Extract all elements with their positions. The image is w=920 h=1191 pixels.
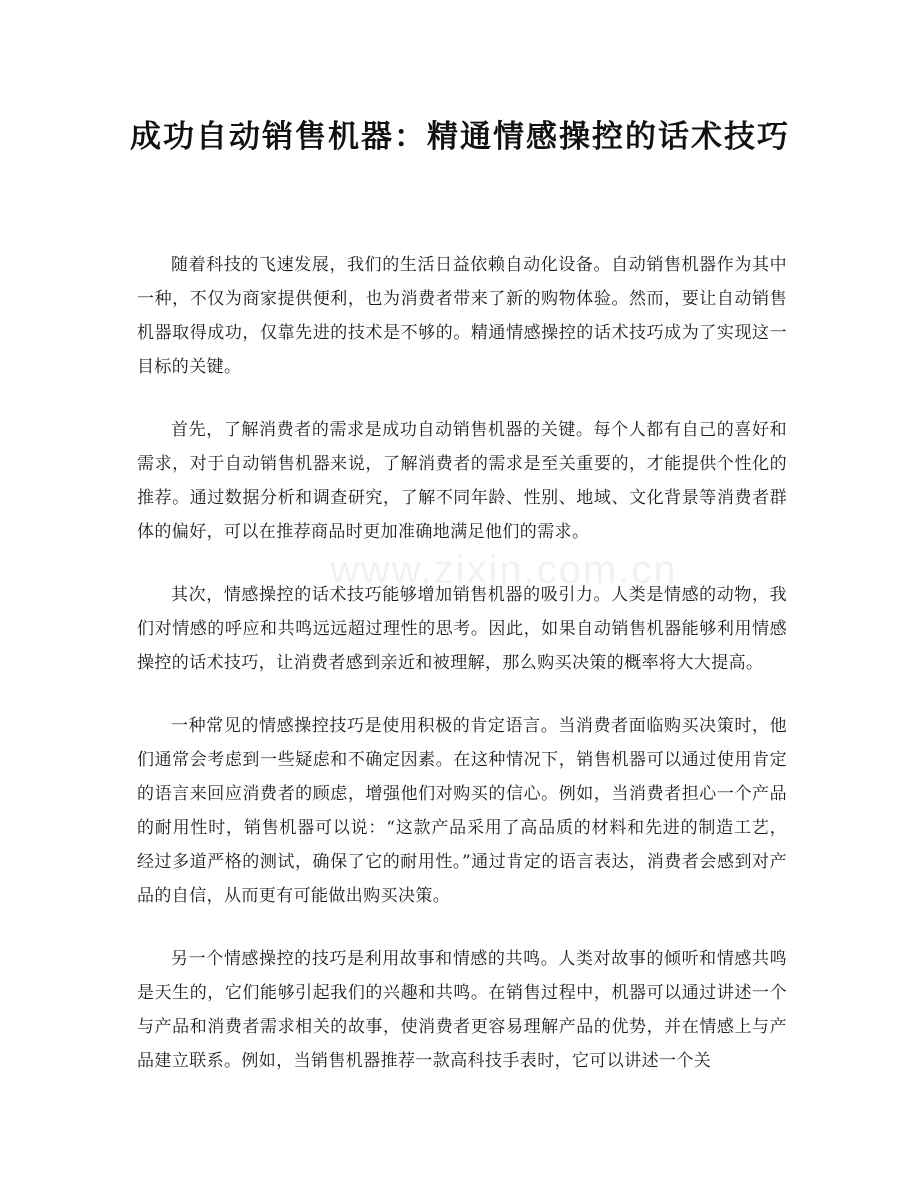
paragraph-3: 其次，情感操控的话术技巧能够增加销售机器的吸引力。人类是情感的动物，我们对情感的呼应和共鸣远远超过理性的思考。因此，如果自动销售机器能够利用情感操控的话术技巧，让消费者感到亲近和被理解，那么购买决策的概率将大大提高。 — [137, 585, 787, 673]
paragraph-1: 随着科技的飞速发展，我们的生活日益依赖自动化设备。自动销售机器作为其中一种，不仅为商家提供便利，也为消费者带来了新的购物体验。然而，要让自动销售机器取得成功，仅靠先进的技术是不够的。精通情感操控的话术技巧成为了实现这一目标的关键。 — [137, 255, 787, 377]
paragraph-5: 另一个情感操控的技巧是利用故事和情感的共鸣。人类对故事的倾听和情感共鸣是天生的，它们能够引起我们的兴趣和共鸣。在销售过程中，机器可以通过讲述一个与产品和消费者需求相关的故事，使消费者更容易理解产品的优势，并在情感上与产品建立联系。例如，当销售机器推荐一款高科技手表时，它可以讲述一个关 — [137, 949, 787, 1071]
watermark: www.zixin.com.cn — [330, 548, 678, 592]
document-body — [137, 248, 787, 1107]
document-title: 成功自动销售机器：精通情感操控的话术技巧 — [130, 119, 790, 155]
paragraph-2: 首先，了解消费者的需求是成功自动销售机器的关键。每个人都有自己的喜好和需求，对于自动销售机器来说，了解消费者的需求是至关重要的，才能提供个性化的推荐。通过数据分析和调查研究，了解不同年龄、性别、地域、文化背景等消费者群体的偏好，可以在推荐商品时更加准确地满足他们的需求。 — [137, 420, 787, 542]
paragraph-4: 一种常见的情感操控技巧是使用积极的肯定语言。当消费者面临购买决策时，他们通常会考虑到一些疑虑和不确定因素。在这种情况下，销售机器可以通过使用肯定的语言来回应消费者的顾虑，增强他们对购买的信心。例如，当消费者担心一个产品的耐用性时，销售机器可以说：“这款产品采用了高品质的材料和先进的制造工艺，经过多道严格的测试，确保了它的耐用性。”通过肯定的语言表达，消费者会感到对产品的自信，从而更有可能做出购买决策。 — [137, 716, 787, 906]
